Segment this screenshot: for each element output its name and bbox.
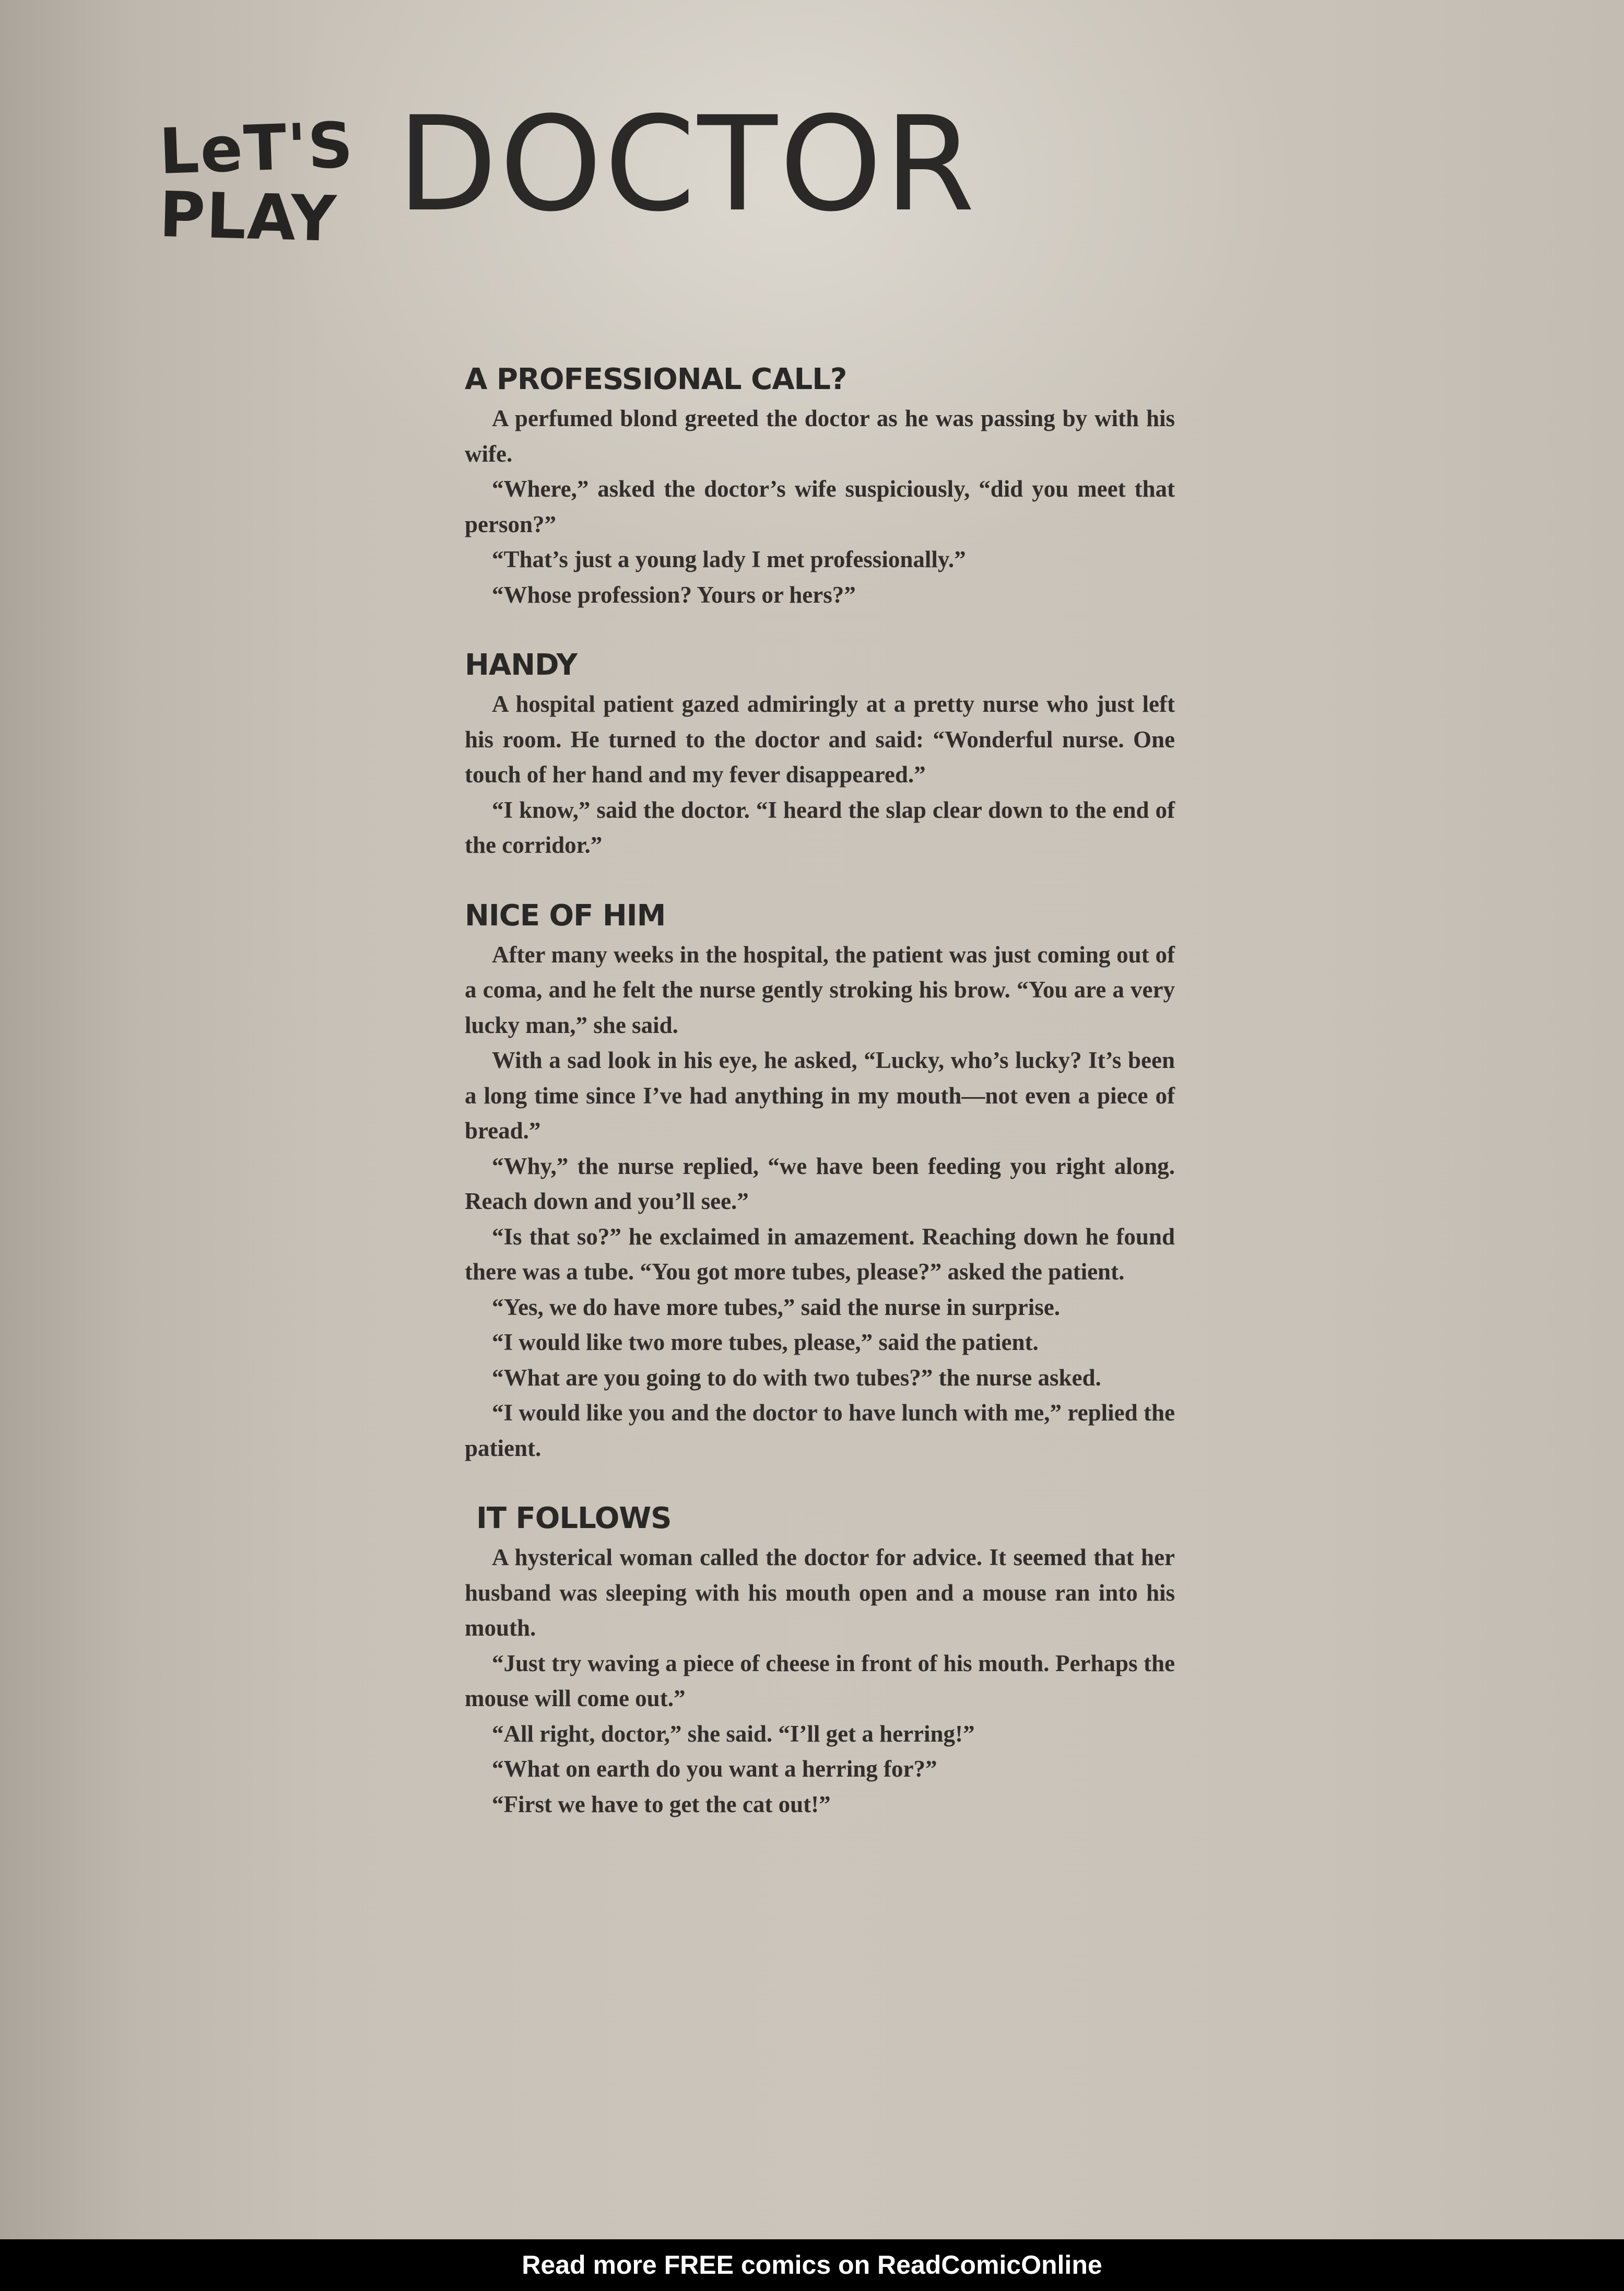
joke-section-handy bbox=[465, 646, 1175, 863]
paragraph: “I would like two more tubes, please,” said the patient. bbox=[492, 1329, 1039, 1355]
section-heading: HANDY bbox=[465, 648, 578, 682]
paragraph: “Yes, we do have more tubes,” said the nurse in surprise. bbox=[492, 1294, 1060, 1320]
paragraph: “Just try waving a piece of cheese in front of his mouth. Perhaps the mouse will come out.” bbox=[465, 1650, 1175, 1711]
page-title: DOCTOR bbox=[397, 88, 978, 240]
paragraph: A perfumed blond greeted the doctor as he was passing by with his wife. bbox=[465, 405, 1175, 467]
paragraph: “Is that so?” he exclaimed in amazement. Reaching down he found there was a tube. “You got more tubes, please?” asked the patient. bbox=[465, 1223, 1175, 1285]
paragraph: “What on earth do you want a herring for?” bbox=[492, 1756, 937, 1782]
paragraph: After many weeks in the hospital, the patient was just coming out of a coma, and he felt the nurse gently stroking his brow. “You are a very lucky man,” she said. bbox=[465, 941, 1175, 1038]
paragraph: With a sad look in his eye, he asked, “Lucky, who’s lucky? It’s been a long time since I’ve had anything in my mouth—not even a piece of bread.” bbox=[465, 1047, 1175, 1144]
joke-section-nice-of-him bbox=[465, 897, 1175, 1466]
paragraph: “Where,” asked the doctor’s wife suspiciously, “did you meet that person?” bbox=[465, 476, 1175, 537]
paragraph: A hospital patient gazed admiringly at a pretty nurse who just left his room. He turned to the doctor and said: “Wonderful nurse. One touch of her hand and my fever disappeared.” bbox=[465, 691, 1175, 788]
paragraph: “I would like you and the doctor to have lunch with me,” replied the patient. bbox=[465, 1400, 1175, 1461]
section-heading: IT FOLLOWS bbox=[476, 1501, 672, 1535]
section-heading: NICE OF HIM bbox=[465, 898, 666, 933]
joke-section-professional-call bbox=[465, 360, 1175, 613]
joke-section-it-follows bbox=[465, 1499, 1175, 1822]
paragraph: “All right, doctor,” she said. “I’ll get a herring!” bbox=[492, 1720, 975, 1747]
lets-play-logo bbox=[158, 109, 356, 256]
paragraph: “That’s just a young lady I met professionally.” bbox=[492, 546, 966, 572]
paragraph: “First we have to get the cat out!” bbox=[492, 1791, 831, 1817]
paragraph: “Why,” the nurse replied, “we have been feeding you right along. Reach down and you’ll see.” bbox=[465, 1153, 1175, 1214]
paragraph: “What are you going to do with two tubes?” the nurse asked. bbox=[492, 1364, 1101, 1391]
paragraph: A hysterical woman called the doctor for advice. It seemed that her husband was sleeping with his mouth open and a mouse ran into his mouth. bbox=[465, 1544, 1175, 1641]
footer-text: Read more FREE comics on ReadComicOnline bbox=[522, 2250, 1102, 2280]
lets-line: LeT'S bbox=[158, 109, 356, 189]
section-heading: A PROFESSIONAL CALL? bbox=[465, 362, 847, 396]
paragraph: “Whose profession? Yours or hers?” bbox=[492, 581, 856, 608]
play-line: PLAY bbox=[158, 179, 338, 256]
paragraph: “I know,” said the doctor. “I heard the slap clear down to the end of the corridor.” bbox=[465, 796, 1175, 858]
jokes-column bbox=[465, 360, 1175, 1855]
footer-banner bbox=[0, 2239, 1624, 2291]
